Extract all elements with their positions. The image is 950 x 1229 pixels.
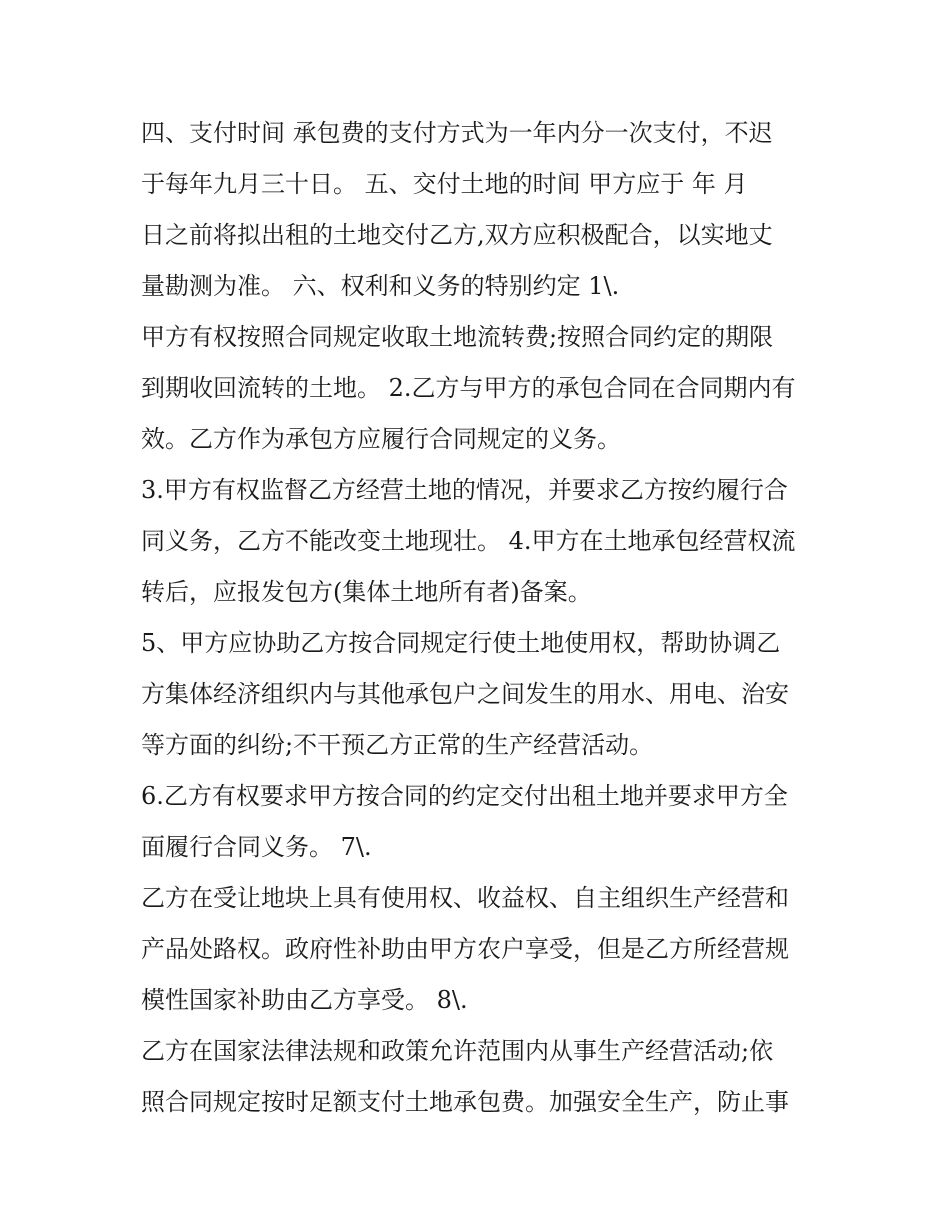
text-line: 面履行合同义务。 7\. xyxy=(141,833,372,861)
text-line: 5、甲方应协助乙方按合同规定行使土地使用权，帮助协调乙 xyxy=(141,629,781,657)
text-line: 方集体经济组织内与其他承包户之间发生的用水、用电、治安 xyxy=(141,680,789,708)
text-line: 甲方有权按照合同规定收取土地流转费;按照合同约定的期限 xyxy=(141,323,774,351)
document-body xyxy=(141,108,831,1128)
text-line: 转后，应报发包方(集体土地所有者)备案。 xyxy=(141,578,592,606)
text-line: 于每年九月三十日。 五、交付土地的时间 甲方应于 年 月 xyxy=(141,170,748,198)
text-line: 乙方在国家法律法规和政策允许范围内从事生产经营活动;依 xyxy=(141,1037,774,1065)
text-line: 6.乙方有权要求甲方按合同的约定交付出租土地并要求甲方全 xyxy=(141,782,788,810)
text-line: 乙方在受让地块上具有使用权、收益权、自主组织生产经营和 xyxy=(141,884,789,912)
text-line: 模性国家补助由乙方享受。 8\. xyxy=(141,986,468,1014)
text-line: 照合同规定按时足额支付土地承包费。加强安全生产，防止事 xyxy=(141,1088,789,1116)
text-line: 3.甲方有权监督乙方经营土地的情况，并要求乙方按约履行合 xyxy=(141,476,788,504)
text-line: 等方面的纠纷;不干预乙方正常的生产经营活动。 xyxy=(141,731,654,759)
text-line: 量勘测为准。 六、权利和义务的特别约定 1\. xyxy=(141,272,620,300)
text-line: 效。乙方作为承包方应履行合同规定的义务。 xyxy=(141,425,621,453)
text-line: 同义务，乙方不能改变土地现壮。 4.甲方在土地承包经营权流 xyxy=(141,527,796,555)
text-line: 日之前将拟出租的土地交付乙方,双方应积极配合，以实地丈 xyxy=(141,221,773,249)
text-line: 产品处路权。政府性补助由甲方农户享受，但是乙方所经营规 xyxy=(141,935,789,963)
text-line: 到期收回流转的土地。 2.乙方与甲方的承包合同在合同期内有 xyxy=(141,374,796,402)
text-line: 四、支付时间 承包费的支付方式为一年内分一次支付，不迟 xyxy=(141,119,773,147)
